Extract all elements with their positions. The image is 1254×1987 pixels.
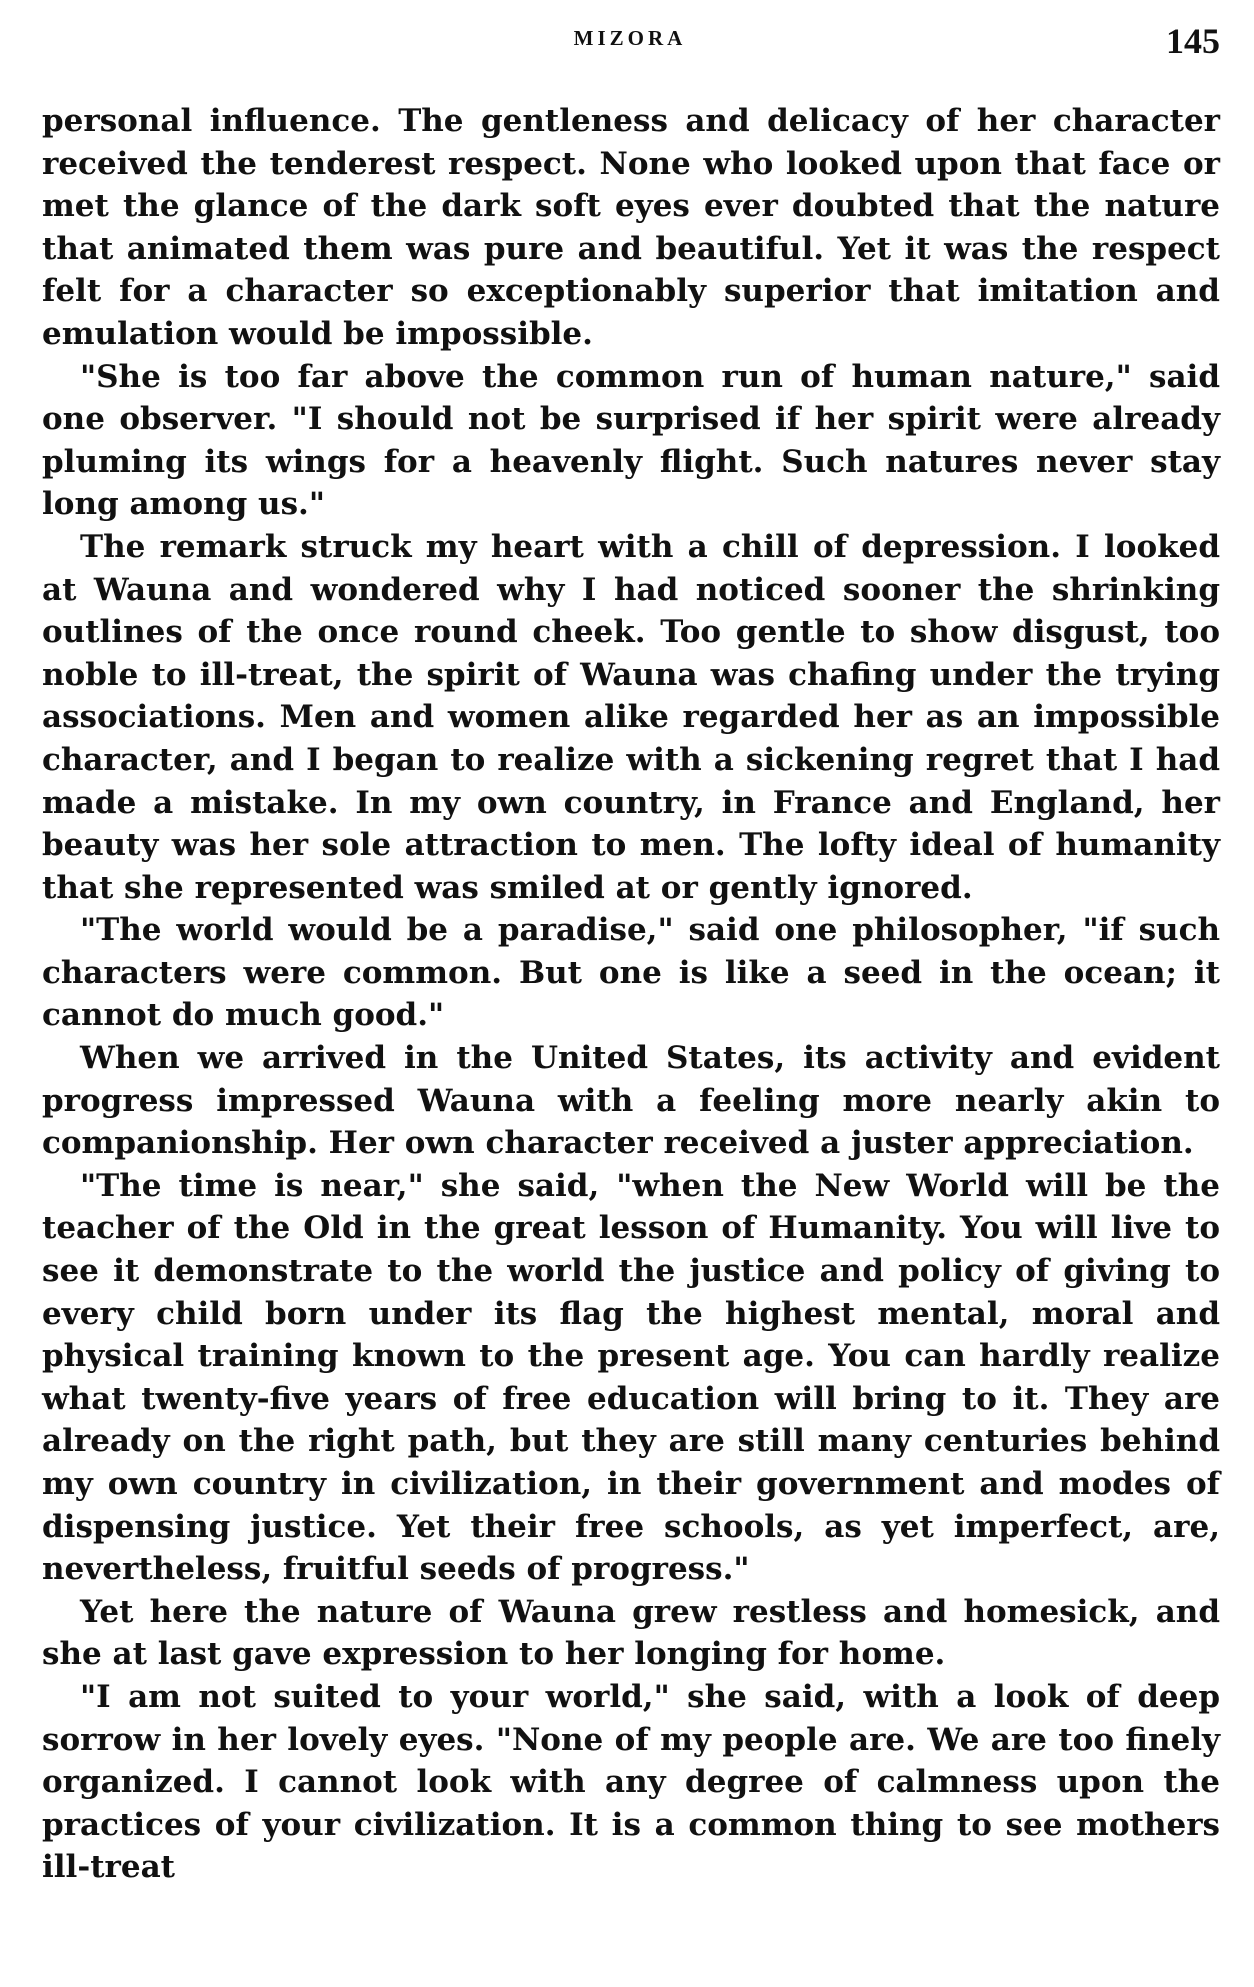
paragraph-6: "The time is near," she said, "when the New World will be the teacher of the Old in the great lesson of Humanity. You will live to see it demonstrate to the world the justice and policy of giving to every child born under its flag the highest mental, moral and physical training known to the present age. You can hardly realize what twenty-five years of free education will bring to it. They are already on the right path, but they are still many centuries behind my own country in civilization, in their government and modes of dispensing justice. Yet their free schools, as yet imperfect, are, nevertheless, fruitful seeds of progress." <box>42 1167 1220 1588</box>
paragraph-7: Yet here the nature of Wauna grew restless and homesick, and she at last gave expression to her longing for home. <box>42 1593 1220 1673</box>
paragraph-2: "She is too far above the common run of human nature," said one observer. "I should not be surprised if her spirit were already pluming its wings for a heavenly flight. Such natures never stay long among us." <box>42 358 1220 523</box>
paragraph-3: The remark struck my heart with a chill of depression. I looked at Wauna and wondered why I had noticed sooner the shrinking outlines of the once round cheek. Too gentle to show disgust, too noble to ill-treat, the spirit of Wauna was chafing under the trying associations. Men and women alike regarded her as an impossible character, and I began to realize with a sickening regret that I had made a mistake. In my own country, in France and England, her beauty was her sole attraction to men. The lofty ideal of humanity that she represented was smiled at or gently ignored. <box>42 528 1220 906</box>
body-text <box>42 100 1220 1889</box>
running-title: MIZORA <box>573 26 687 50</box>
paragraph-5: When we arrived in the United States, its activity and evident progress impressed Wauna with a feeling more nearly akin to companionship. Her own character received a juster appreciation. <box>42 1040 1220 1162</box>
page-header <box>40 22 1220 66</box>
paragraph-1: personal influence. The gentleness and delicacy of her character received the tenderest respect. None who looked upon that face or met the glance of the dark soft eyes ever doubted that the nature that animated them was pure and beautiful. Yet it was the respect felt for a character so exceptionably superior that imitation and emulation would be impossible. <box>42 103 1220 352</box>
paragraph-8: "I am not suited to your world," she said, with a look of deep sorrow in her lovely eyes. "None of my people are. We are too finely organized. I cannot look with any degree of calmness upon the practices of your civilization. It is a common thing to see mothers ill-treat <box>42 1678 1220 1886</box>
page-number: 145 <box>1166 21 1220 61</box>
paragraph-4: "The world would be a paradise," said one philosopher, "if such characters were common. But one is like a seed in the ocean; it cannot do much good." <box>42 912 1220 1034</box>
